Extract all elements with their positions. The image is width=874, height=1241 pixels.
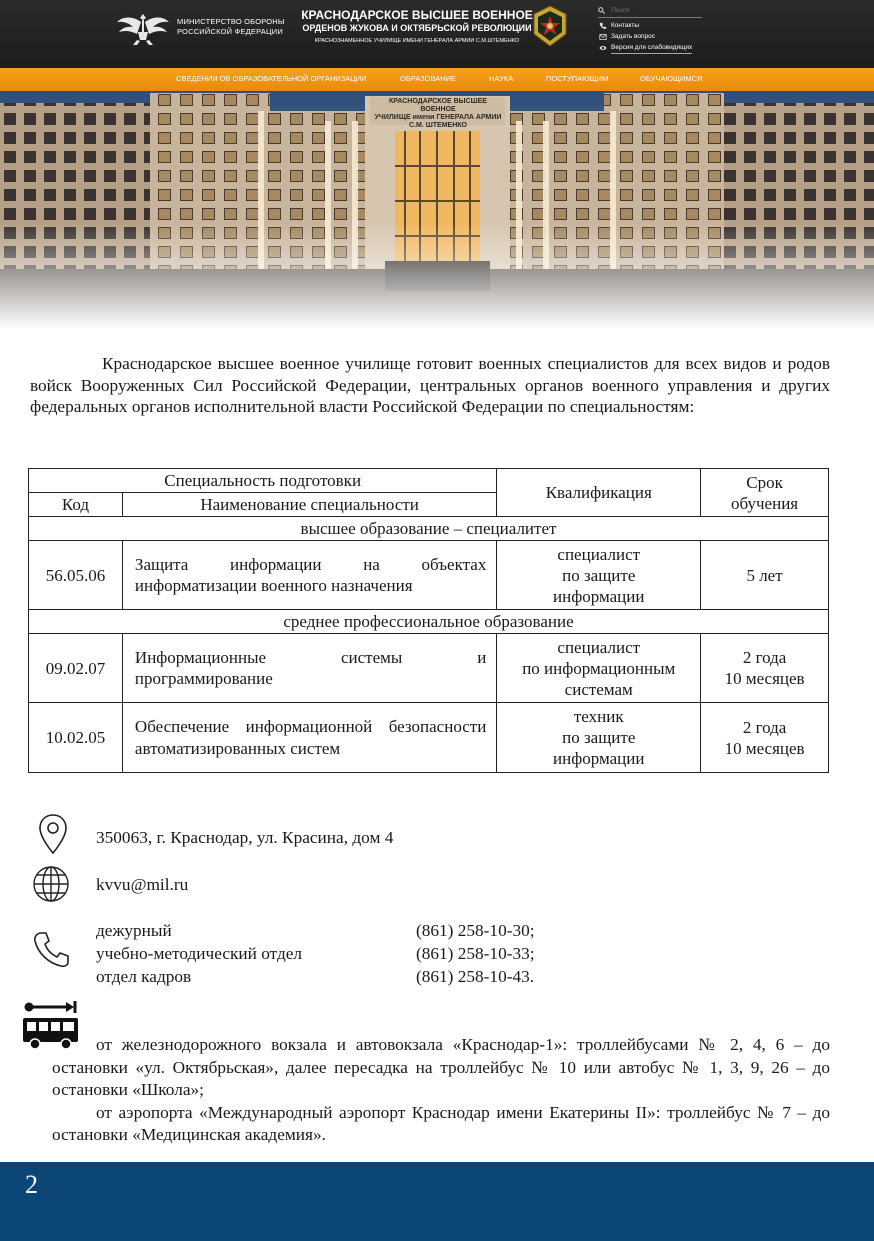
phone-label: отдел кадров: [96, 967, 192, 986]
search-field[interactable]: [598, 4, 702, 18]
contacts-link[interactable]: [599, 20, 692, 31]
header-term-line1: Срок: [746, 472, 783, 492]
site-header: [0, 0, 874, 68]
phone-list: [96, 919, 535, 988]
transport-from-airport: от аэропорта «Международный аэропорт Краснодар имени Екатерины II»: троллейбус № 7 – до остановки «Медицинская академия».: [52, 1102, 830, 1144]
row-code: 09.02.07: [29, 634, 123, 703]
qualification-line3: системам: [564, 679, 633, 699]
header-specialty: Специальность подготовки: [29, 469, 497, 493]
nav-item-organization-info[interactable]: СВЕДЕНИЯ ОБ ОБРАЗОВАТЕЛЬНОЙ ОРГАНИЗАЦИИ: [176, 74, 367, 83]
row-name: Защита информации на объектах информатизации военного назначения: [122, 541, 496, 610]
row-code: 56.05.06: [29, 541, 123, 610]
email-text[interactable]: kvvu@mil.ru: [96, 875, 189, 894]
phone-number[interactable]: (861) 258-10-30;: [416, 921, 535, 940]
term-line1: 2 года: [742, 648, 787, 667]
qualification-line2: по защите: [562, 565, 636, 585]
building-sign: [372, 98, 504, 130]
page-number: 2: [25, 1170, 38, 1199]
school-emblem-icon: [530, 4, 570, 48]
row-code: 10.02.05: [29, 703, 123, 773]
nav-item-students[interactable]: ОБУЧАЮЩИМСЯ: [640, 74, 703, 83]
transport-from-station: от железнодорожного вокзала и автовокзала «Краснодар-1»: троллейбусами № 2, 4, 6 – до остановки «ул. Октябрьская», далее пересадка на троллейбус № 10 или автобус № 1, 3, 9, 26 – до остановки «Школа»;: [52, 1035, 830, 1099]
eye-icon: [599, 44, 607, 52]
phone-label: учебно-методический отдел: [96, 944, 303, 963]
intro-paragraph: Краснодарское высшее военное училище готовит военных специалистов для всех видов и родов войск Вооруженных Сил Российской Федерации, центральных органов военного управления и других федеральных органов исполнительной власти Российской Федерации по специальностям:: [30, 354, 830, 416]
header-term-line2: обучения: [731, 493, 799, 513]
term-line1: 2 года: [742, 717, 787, 737]
row-name: Обеспечение информационной безопасности автоматизированных систем: [122, 703, 496, 773]
header-term: [701, 469, 829, 517]
building-photo: [0, 91, 874, 329]
header-name: Наименование специальности: [122, 493, 496, 517]
header-qualification: Квалификация: [497, 469, 701, 517]
phone-number[interactable]: (861) 258-10-43.: [416, 967, 535, 986]
ministry-name: [177, 17, 287, 37]
school-title-line2: ОРДЕНОВ ЖУКОВА И ОКТЯБРЬСКОЙ РЕВОЛЮЦИИ: [302, 23, 532, 33]
table-row: [29, 634, 829, 703]
term-line2: 10 месяцев: [724, 669, 805, 688]
qualification-line1: специалист: [557, 637, 641, 657]
qualification-line2: по информационным: [522, 658, 676, 678]
phone-number[interactable]: (861) 258-10-33;: [416, 944, 535, 963]
row-term: [701, 703, 829, 773]
qualification-line3: информации: [553, 749, 645, 768]
search-icon[interactable]: [598, 7, 605, 14]
transport-directions: [52, 1034, 830, 1147]
ministry-line1: МИНИСТЕРСТВО ОБОРОНЫ: [177, 17, 285, 26]
qualification-line1: техник: [573, 707, 624, 726]
location-pin-icon: [38, 813, 68, 855]
ministry-eagle-logo[interactable]: [115, 10, 171, 46]
row-name: Информационные системы и программирование: [122, 634, 496, 703]
category-row: [29, 610, 829, 634]
nav-item-science[interactable]: НАУКА: [489, 74, 514, 83]
row-term: [701, 634, 829, 703]
table-row: [29, 541, 829, 610]
header-links: [599, 20, 692, 54]
school-title-line1: КРАСНОДАРСКОЕ ВЫСШЕЕ ВОЕННОЕ: [301, 8, 533, 22]
header-code: Код: [29, 493, 123, 517]
row-qualification: [497, 703, 701, 773]
building-sign-line2: УЧИЛИЩЕ имени ГЕНЕРАЛА АРМИИ: [374, 114, 502, 121]
specialties-table: [28, 468, 829, 773]
phone-small-icon: [599, 22, 607, 30]
school-title-line3: КРАСНОЗНАМЕННОЕ УЧИЛИЩЕ ИМЕНИ ГЕНЕРАЛА АРМИИ С.М.ШТЕМЕНКО: [314, 38, 520, 44]
nav-item-applicants[interactable]: ПОСТУПАЮЩИМ: [546, 74, 609, 83]
ask-question-link[interactable]: [599, 31, 692, 42]
school-title[interactable]: [300, 8, 534, 46]
mail-small-icon: [599, 33, 607, 41]
term-line1: 5 лет: [746, 565, 783, 585]
main-navigation: [0, 68, 874, 91]
qualification-line3: информации: [553, 586, 645, 606]
qualification-line2: по защите: [562, 728, 636, 747]
accessible-version-link[interactable]: [599, 42, 692, 54]
globe-icon: [31, 864, 71, 904]
row-qualification: [497, 541, 701, 610]
phone-row-duty: [96, 919, 535, 942]
table-header-row: [29, 469, 829, 493]
ministry-line2: РОССИЙСКОЙ ФЕДЕРАЦИИ: [177, 27, 283, 36]
term-line2: 10 месяцев: [724, 738, 805, 758]
phone-row-hr: [96, 965, 535, 988]
category-row: [29, 517, 829, 541]
phone-row-methodical: [96, 942, 535, 965]
nav-item-education[interactable]: ОБРАЗОВАНИЕ: [400, 74, 457, 83]
qualification-line1: специалист: [557, 544, 641, 564]
page-footer: [0, 1162, 874, 1241]
table-row: [29, 703, 829, 773]
building-sign-line3: С.М. ШТЕМЕНКО: [409, 122, 467, 129]
search-input[interactable]: [611, 7, 701, 14]
row-term: [701, 541, 829, 610]
accessible-version-label: Версия для слабовидящих: [611, 42, 692, 54]
ask-question-label: Задать вопрос: [611, 33, 655, 40]
address-text: 350063, г. Краснодар, ул. Красина, дом 4: [96, 828, 394, 847]
phone-label: дежурный: [96, 921, 172, 940]
category-secondary: среднее профессиональное образование: [29, 610, 829, 634]
category-higher: высшее образование – специалитет: [29, 517, 829, 541]
phone-icon: [33, 931, 71, 969]
contacts-link-label: Контакты: [611, 22, 640, 29]
row-qualification: [497, 634, 701, 703]
building-sign-line1: КРАСНОДАРСКОЕ ВЫСШЕЕ ВОЕННОЕ: [389, 98, 487, 113]
